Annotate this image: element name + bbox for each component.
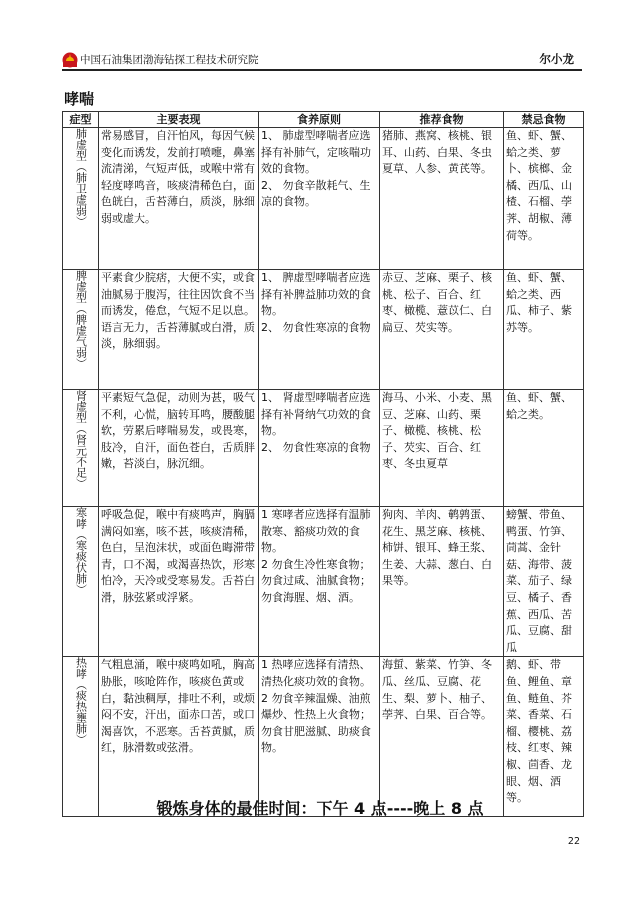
principle-line: 1 寒哮者应选择有温肺散寒、豁痰功效的食物。 [261,508,371,555]
recommended-foods-cell: 猪肺、燕窝、核桃、银耳、山药、白果、冬虫夏草、人参、黄芪等。 [380,128,504,270]
avoid-foods-cell: 鱼、虾、蟹、蛤之类、西瓜、柿子、紫苏等。 [504,270,584,390]
avoid-foods-cell: 鱼、虾、蟹、蛤之类。 [504,390,584,507]
recommended-foods-cell: 赤豆、芝麻、栗子、核桃、松子、百合、红枣、橄榄、薏苡仁、白扁豆、芡实等。 [380,270,504,390]
avoid-foods-cell: 鱼、虾、蟹、蛤之类、萝卜、槟榔、金橘、西瓜、山楂、石榴、荸荠、胡椒、薄荷等。 [504,128,584,270]
table-header-row [63,112,584,128]
page-header [62,52,582,68]
header-symptoms: 主要表现 [99,112,259,128]
header-divider [62,69,582,71]
syndrome-type: 肾虚型（肾元不足） [63,390,99,507]
header-avoid: 禁忌食物 [504,112,584,128]
symptoms-cell: 常易感冒，自汗怕风，每因气候变化而诱发，发前打喷嚏，鼻塞流清涕，气短声低，或喉中常有轻度哮鸣音，咳痰清稀色白，面色㿠白，舌苔薄白，质淡，脉细弱或虚大。 [99,128,259,270]
table-row [63,657,584,817]
principles-cell [259,128,380,270]
page-number: 22 [567,836,580,847]
diet-table [62,111,584,817]
syndrome-type: 热哮（痰热壅肺） [63,657,99,817]
principles-cell [259,390,380,507]
header-type: 症型 [63,112,99,128]
avoid-foods-cell: 鹅、虾、带鱼、鲤鱼、章鱼、鲢鱼、芥菜、香菜、石榴、樱桃、荔枝、红枣、辣椒、茴香、龙眼、烟、酒等。 [504,657,584,817]
syndrome-type: 肺虚型（肺卫虚弱） [63,128,99,270]
symptoms-cell: 呼吸急促，喉中有痰鸣声，胸膈满闷如塞，咳不甚，咳痰清稀，色白，呈泡沫状，或面色晦滞带青，口不渴，或渴喜热饮，形寒怕冷，天冷或受寒易发。舌苔白滑，脉弦紧或浮紧。 [99,507,259,657]
principle-line: 1、 肺虚型哮喘者应选择有补肺气，定咳喘功效的食物。 [261,129,371,176]
cnpc-logo-icon [62,52,78,68]
principles-cell [259,657,380,817]
principle-line: 2、 勿食辛散耗气、生凉的食物。 [261,178,371,209]
author-name: 尔小龙 [539,52,574,66]
principle-line: 2、 勿食性寒凉的食物 [261,440,371,454]
symptoms-cell: 平素食少脘痞，大便不实，或食油腻易于腹泻，往往因饮食不当而诱发，倦怠，气短不足以息。语言无力，舌苔薄腻或白滑，质淡，脉细弱。 [99,270,259,390]
principle-line: 1、 肾虚型哮喘者应选择有补肾纳气功效的食物。 [261,391,371,438]
recommended-foods-cell: 狗肉、羊肉、鹌鹑蛋、花生、黑芝麻、核桃、柿饼、银耳、蜂王浆、生姜、大蒜、葱白、白果等。 [380,507,504,657]
header-principles: 食养原则 [259,112,380,128]
recommended-foods-cell: 海蜇、紫菜、竹笋、冬瓜、丝瓜、豆腐、花生、梨、萝卜、柚子、荸荠、白果、百合等。 [380,657,504,817]
principle-line: 1 热哮应选择有清热、清热化痰功效的食物。 [261,658,371,688]
symptoms-cell: 气粗息涌，喉中痰鸣如吼，胸高胁胀，咳呛阵作，咳痰色黄或白，黏浊稠厚，排吐不利，或烦闷不安，汗出，面赤口苦，或口渴喜饮，不恶寒。舌苔黄腻，质红，脉滑数或弦滑。 [99,657,259,817]
avoid-foods-cell: 螃蟹、带鱼、鸭蛋、竹笋、茼蒿、金针菇、海带、菠菜、茄子、绿豆、橘子、香蕉、西瓜、苦瓜、豆腐、甜瓜 [504,507,584,657]
table-row [63,270,584,390]
principles-cell [259,270,380,390]
table-row [63,128,584,270]
recommended-foods-cell: 海马、小米、小麦、黑豆、芝麻、山药、栗子、橄榄、核桃、松子、芡实、百合、红枣、冬虫夏草 [380,390,504,507]
symptoms-cell: 平素短气急促，动则为甚，吸气不利，心慌，脑转耳鸣，腰酸腿软，劳累后哮喘易发，或畏寒，肢冷，自汗，面色苍白，舌质胖嫩，苔淡白，脉沉细。 [99,390,259,507]
section-title: 哮喘 [64,90,95,108]
principle-line: 2 勿食辛辣温燥、油煎爆炒、性热上火食物；勿食甘肥滋腻、助痰食物。 [261,691,371,755]
syndrome-type: 脾虚型（脾虚气弱） [63,270,99,390]
principles-cell [259,507,380,657]
syndrome-type: 寒哮（寒痰伏肺） [63,507,99,657]
table-row [63,390,584,507]
principle-line: 2 勿食生冷性寒食物；勿食过咸、油腻食物；勿食海腥、烟、酒。 [261,557,371,604]
principle-line: 1、 脾虚型哮喘者应选择有补脾益肺功效的食物。 [261,271,371,318]
exercise-time-caption: 锻炼身体的最佳时间：下午 4 点----晚上 8 点 [156,799,484,818]
table-row [63,507,584,657]
principle-line: 2、 勿食性寒凉的食物 [261,320,371,334]
organization-name: 中国石油集团渤海钻探工程技术研究院 [80,54,259,66]
header-recommended: 推荐食物 [380,112,504,128]
